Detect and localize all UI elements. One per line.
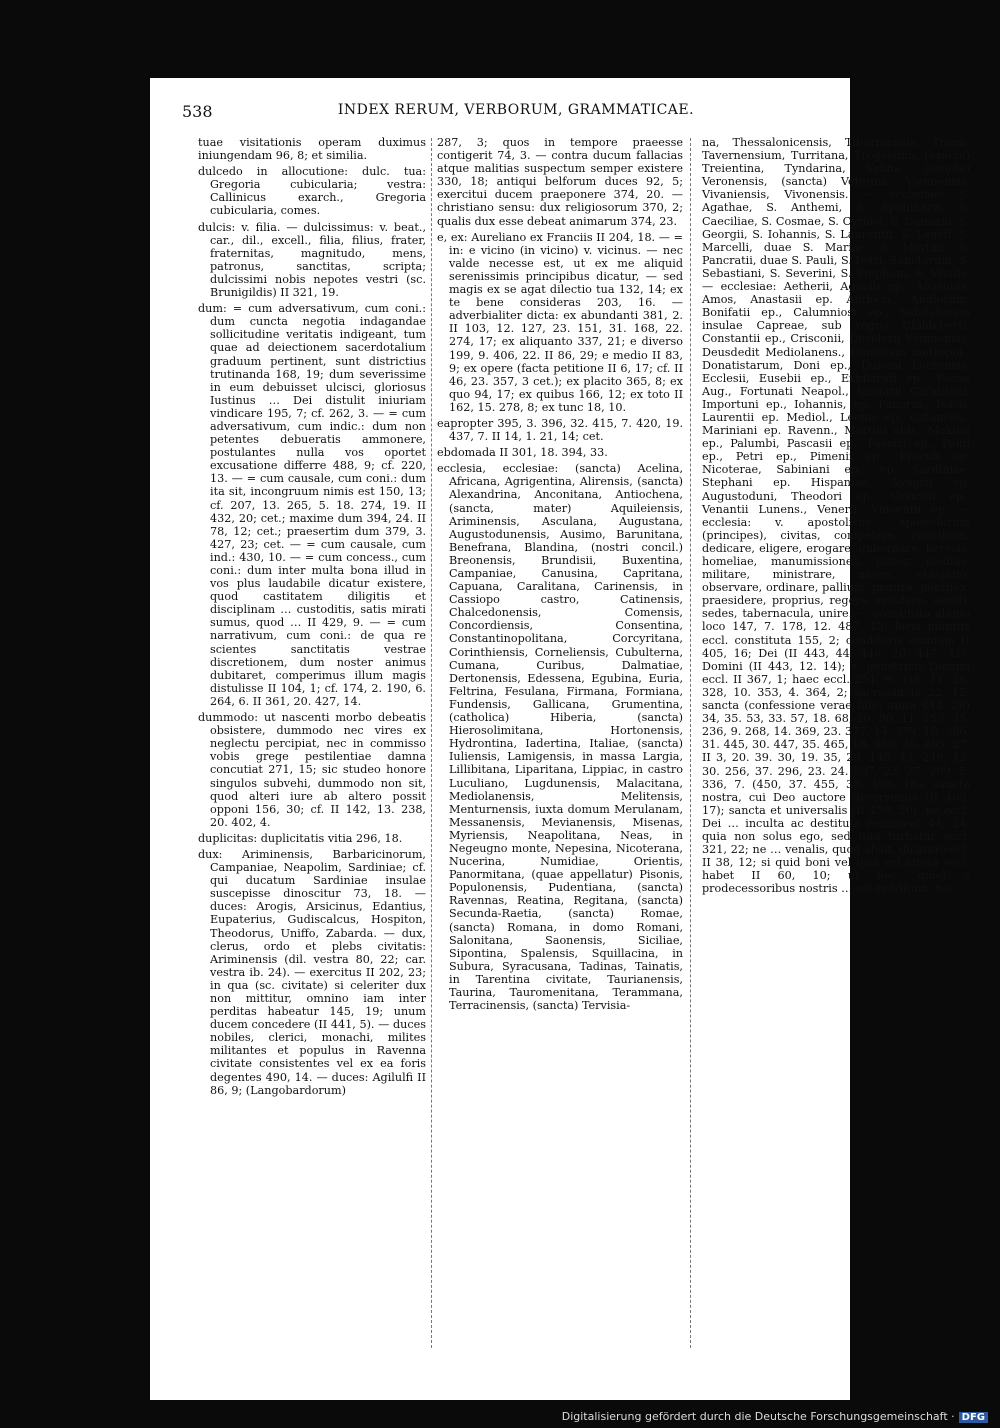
index-entry: ecclesia, ecclesiae: (sancta) Acelina, Africana, Agrigentina, Alirensis, (sancta) Alexandrina, Anconitana, Antiochena, (sancta, mater) Aquileiensis, Ariminensis, Asculana, Augustana, Augustodunensis, Ausimo, Barunitana, Benefrana, Blandina, (nostri concil.) Breonensis, Brundisii, Buxentina, Campaniae, Canusina, Capritana, Capuana, Caralitana, Carinensis, in Cassiopo castro, Catinensis, Chalcedonensis, Comensis, Concordiensis, Consentina, Constantinopolitana, Corcyritana, Corinthiensis, Corneliensis, Cubulterna, Cumana, Curibus, Dalmatiae, Dertonensis, Edessena, Egubina, Euria, Feltrina, Fesulana, Firmana, Formiana, Fundensis, Gallicana, Grumentina, (catholica) Hiberia, (sancta) Hierosolimitana, Hortonensis, Hydrontina, Iadertina, Italiae, (sancta) Iuliensis, Lamigensis, in massa Largia, Lillibitana, Liparitana, Lippiac, in castro Luculiano, Lugdunensis, Malacitana, Mediolanensis, Melitensis, Menturnensis, iuxta domum Merulanam, Messanensis, Mevianensis, Misenas, Myriensis, Neapolitana, Neas, in Negeugno monte, Nepesina, Nicoterana, Nucerina, Numidiae, Orientis, Panormitana, (quae appellatur) Pisonis, Populonensis, Pudentiana, (sancta) Ravennas, Reatina, Regitana, (sancta) Secunda-Raetia, (sancta) Romae, (sancta) Romana, in domo Romani, Salonitana, Saonensis, Siciliae, Sipontina, Spalensis, Squillacina, in Subura, Syracusana, Tadinas, Tainatis, in Tarentina civitate, Taurianensis, Taurina, Tauromenitana, Terammana, Terracinensis, (sancta) Tervisia- [437, 462, 683, 1013]
digitization-credit [0, 1410, 1000, 1423]
running-header [182, 102, 850, 128]
column-middle [437, 136, 683, 1015]
index-entry: 287, 3; quos in tempore praeesse contigerit 74, 3. — contra ducum fallacias atque malitias suspectum semper existere 330, 18; antiqui belforum duces 92, 5; exercitui ducem praeponere 374, 20. — christiano sensu: dux religiosorum 370, 2; qualis dux esse debeat animarum 374, 23. [437, 136, 683, 228]
index-entry: na, Thessalonicensis, Tiburniensis, Trium-Tavernensium, Turritana, Tregestina, (sancta) Treientina, Tyndarina, Velina, (sancta) Veronensis, (sancta) Vetetina, Viennensis, Vivaniensis, Vivonensis. — ecclesiae: S. Agathae, S. Anthemi, S. Apollinaris, S. Caeciliae, S. Cosmae, S. Cyriaci, S. Damiani, S. Georgii, S. Iohannis, S. Laurentii, S. Leucii, S. Marcelli, duae S. Mariae, S. Martini, S. Pancratii, duae S. Pauli, S. Petri, Sanctorum, S. Sebastiani, S. Severini, S. Stephani, S. Vitalis. — ecclesiae: Aetherii, Agnelli ep., Alcisonis, Amos, Anastasii ep. Antioch., Anglorum, Bonifatii ep., Calumniosi ep., habitatorum insulae Capreae, sub regno Childeberti, Constantii ep., Crisconii, Desiderii Viennensis, Deusdedit Mediolanens., Domitiani metropol., Donatistarum, Doni ep., Dulcini Locrensis, Ecclesii, Eusebii ep., Exhilarati ep., Focae Aug., Fortunati Neapol., Ianuarii Caralitani, Importuni ep., Iohannis, ep. Panorm., Isacii, Laurentii ep. Mediol., Leonis ep. Catanens., Mariniani ep. Ravenn., Martini abb., Maximi ep., Palumbi, Pascasii ep., Passivi ep., Pauli ep., Petri ep., Pimenii ep., Proculi ep. Nicoterae, Sabiniani ep., ep. Sardiniae, Stephani ep. Hispaniae, Syagrii ep. Augustoduni, Theodori ep., Ursicini ep., Venantii Lunens., Venerii, Vincentii ep. — ecclesia: v. apostolicus, apostolorum (principes), civitas, competere, concilium, dedicare, eligere, erogare, gubernare, heresis, homeliae, manumissiones, mater, medius, militare, ministrare, naves, obligatio, observare, ordinare, pallium, pictura, pontifex, praesidere, proprius, regere, residere, sancti, sedes, tabernacula, unire. — constituta aliquo loco 147, 7. 178, 12. 487, 13; locis munitis eccl. constituta 155, 2; conditoris omnium II 405, 16; Dei (II 443, 44. 446, 20. 447, 41); Domini (II 443, 12. 14); s. genetricis Domini eccl. II 367, 1; haec eccl. 251, 9. 316, 11. 26. 328, 10. 353, 4. 364, 2; sacrosancta 22, 15; sancta (confessione verae fidei unita 444, 26) 34, 35. 53, 33. 57, 18. 68, 10. 90, 11. 153, 35. 236, 9. 268, 14. 369, 23. 377, 14. 379, 18. 386, 31. 445, 30. 447, 35. 465, 18. 480, 35. 485, 27. II 3, 20. 39. 30, 19. 35, 29. 145, 13. 249, 12. 30. 256, 37. 296, 23. 24. 297, 23. 27. 299, 5. 336, 7. (450, 37. 455, 38. 466, 18); sancta nostra, cui Deo auctore deservimus (II 468, 17); sancta et universalis (II 450, 20); ne eccl. Dei … inculta ac destituta remaneat 44, 24; quia non solus ego, sed tota turbatur eccl. 321, 22; ne … venalis, quod absit, dicatur eccl. II 38, 12; si quid boni vel ipsa vel altera eccl. habet II 60, 10; ut hoc, quod a prodecessoribus nostris … est redditum, no- [702, 136, 970, 896]
index-entry: dulcedo in allocutione: dulc. tua: Gregoria cubicularia; vestra: Callinicus exarch., Gregoria cubicularia, comes. [198, 165, 426, 218]
column-left [198, 136, 426, 1100]
index-entry: ebdomada II 301, 18. 394, 33. [437, 446, 608, 460]
index-entry: duplicitas: duplicitatis vitia 296, 18. [198, 831, 403, 845]
book-page [150, 78, 970, 1400]
dfg-logo: DFG [959, 1412, 988, 1423]
index-entry: dux: Ariminensis, Barbaricinorum, Campaniae, Neapolim, Sardiniae; cf. qui ducatum Sardiniae insulae suscepisse dinoscitur 73, 18. — duces: Arogis, Arsicinus, Edantius, Eupaterius, Gudiscalcus, Hospiton, Theodorus, Uniffo, Zabarda. — dux, clerus, ordo et plebs civitatis: Ariminensis (dil. vestra 80, 22; car. vestra ib. 24). — exercitus II 202, 23; in qua (sc. civitate) si celeriter dux non mittitur, omnino iam inter perditas habeatur 145, 19; unum ducem concedere (II 441, 5). — duces nobiles, clerici, monachi, milites militantes et populus in Ravenna civitate consistentes vel ex ea foris degentes 490, 14. — duces: Agilulfi II 86, 9; (Langobardorum) [198, 847, 426, 1097]
credit-text: Digitalisierung gefördert durch die Deutsche Forschungsgemeinschaft · [561, 1410, 955, 1423]
column-divider [431, 138, 432, 1348]
page-number: 538 [182, 102, 213, 121]
index-entry: e, ex: Aureliano ex Franciis II 204, 18. — = in: e vicino (in vicino) v. vicinus. — nec valde necesse est, ut ex me aliquid serenissimis principibus dicatur, — sed magis ex se agat dilectio tua 132, 14; ex te bene consideras 203, 16. — adverbialiter dicta: ex abundanti 381, 2. II 103, 12. 127, 23. 151, 31. 168, 22. 274, 17; ex aliquanto 337, 21; e diverso 199, 9. 406, 22. II 86, 29; e medio II 83, 9; ex opere (facta petitione II 6, 17; cf. II 46, 23. 357, 3 cet.); ex placito 365, 8; ex quo 94, 17; ex quibus 166, 12; ex toto II 162, 15. 278, 8; ex tunc 18, 10. [437, 230, 683, 414]
column-divider [690, 138, 691, 1348]
index-entry: tuae visitationis operam duximus iniungendam 96, 8; et similia. [198, 136, 426, 163]
index-entry: dulcis: v. filia. — dulcissimus: v. beat., car., dil., excell., filia, filius, frater, fraternitas, magnitudo, mens, patronus, sanctitas, scripta; dulcissimi nobis nepotes vestri (sc. Brunigildis) II 321, 19. [198, 220, 426, 300]
column-right [702, 136, 970, 898]
index-entry: eapropter 395, 3. 396, 32. 415, 7. 420, 19. 437, 7. II 14, 1. 21, 14; cet. [437, 416, 683, 444]
running-title: INDEX RERUM, VERBORUM, GRAMMATICAE. [337, 102, 695, 118]
index-entry: dum: = cum adversativum, cum coni.: dum cuncta negotia indagandae sollicitudine veritatis indigeant, tum quae ad deiectionem sacerdotalium graduum pertinent, sunt districtius trutinanda 168, 19; dum severissime in eum debuisset ulcisci, gloriosus Iustinus … Dei distulit iniuriam vindicare 195, 7; cf. 262, 3. — = cum adversativum, cum indic.: dum non petentes debueratis ammonere, postulantes nulla vos oportet excusatione differre 488, 9; cf. 220, 13. — = cum causale, cum coni.: dum ita sit, incongruum nimis est 150, 13; cf. 207, 13. 265, 5. 18. 274, 19. II 432, 20; cet.; maxime dum 394, 24. II 78, 12; cet.; praesertim dum 379, 3. 427, 23; cet. — = cum causale, cum ind.: 430, 10. — = cum concess., cum coni.: dum inter multa bona illud in vos plus laudabile dicatur existere, quod castitatem diligitis et disciplinam … custoditis, satis mirati sumus, quod … II 429, 9. — = cum narrativum, cum coni.: de qua re scientes sanctitatis vestrae discretionem, dum noster animus dubitaret, comperimus illum magis distulisse II 104, 1; cf. 174, 2. 190, 6. 264, 6. II 361, 20. 427, 14. [198, 302, 426, 708]
index-entry: dummodo: ut nascenti morbo debeatis obsistere, dummodo nec vires ex neglectu percipiat, nec in commisso vobis grege pestilentiae damna concutiat 271, 15; sic studeo honore singulos subvehi, dummodo non sit, quod alteri iure ab altero possit opponi 156, 30; cf. II 142, 13. 238, 20. 402, 4. [198, 711, 426, 829]
